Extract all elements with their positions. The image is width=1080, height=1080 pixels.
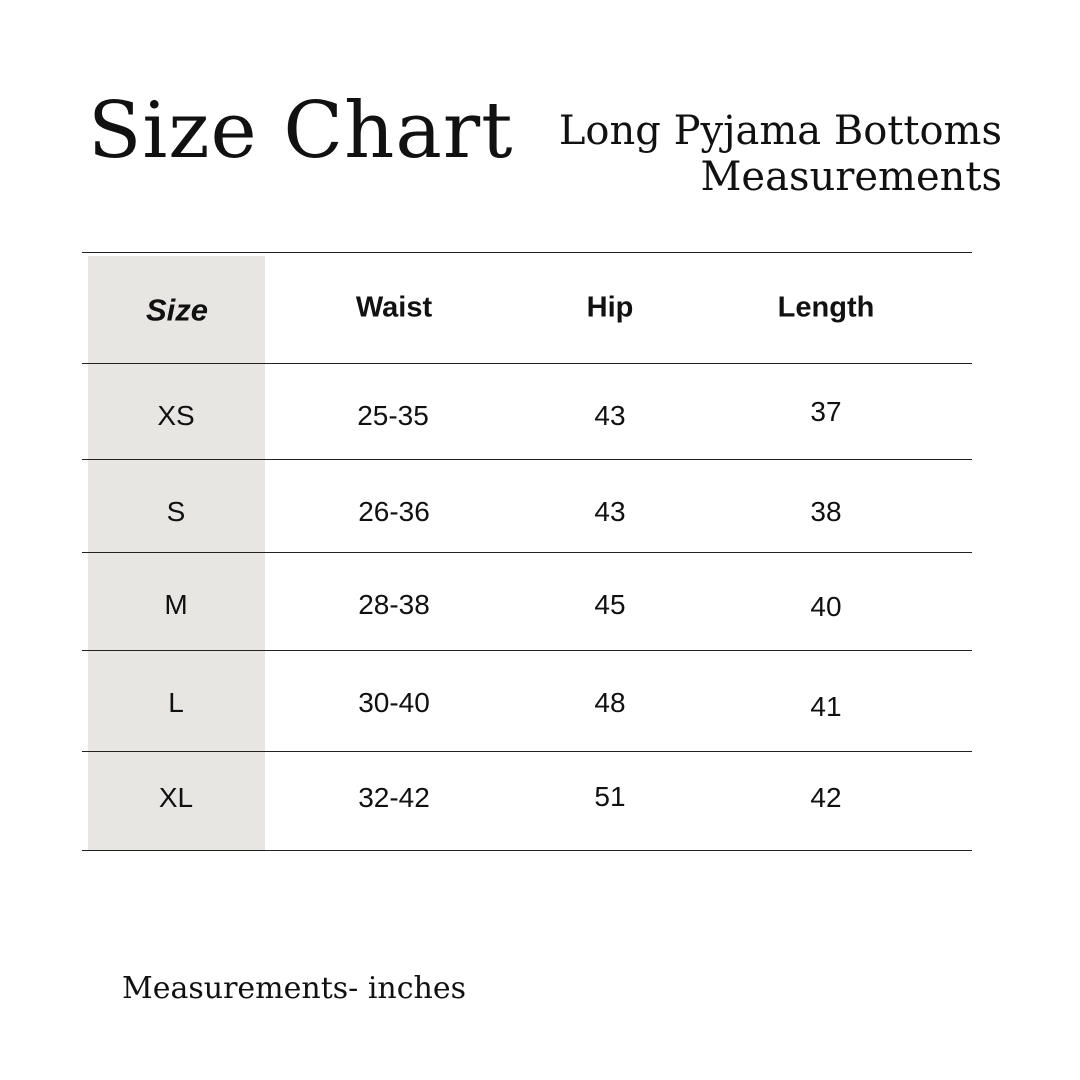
waist-cell: 28-38 (358, 589, 430, 620)
length-cell: 38 (810, 496, 842, 527)
hip-cell: 45 (594, 589, 626, 620)
page-title: Size Chart (88, 86, 514, 176)
header-bottom-rule (82, 363, 972, 364)
column-header-length: Length (777, 291, 875, 324)
chart-subtitle (559, 108, 1002, 200)
size-cell: L (168, 687, 184, 718)
length-cell: 41 (810, 691, 842, 722)
size-cell: S (166, 496, 186, 527)
measurement-unit-note: Measurements- inches (122, 971, 467, 1006)
length-cell: 40 (810, 591, 842, 622)
size-cell: M (164, 589, 188, 620)
size-table (82, 252, 972, 850)
subtitle-line-product: Long Pyjama Bottoms (558, 108, 1002, 154)
length-cell: 42 (810, 782, 842, 813)
waist-cell: 26-36 (358, 496, 430, 527)
waist-cell: 30-40 (358, 687, 430, 718)
waist-cell: 32-42 (358, 782, 430, 813)
hip-cell: 43 (594, 400, 626, 431)
row-divider (82, 459, 972, 460)
column-header-waist: Waist (355, 291, 433, 324)
table-bottom-rule (82, 850, 972, 851)
column-header-hip: Hip (586, 291, 634, 324)
hip-cell: 48 (594, 687, 626, 718)
subtitle-line-measurements: Measurements (700, 154, 1002, 200)
hip-cell: 43 (594, 496, 626, 527)
size-column-shading (88, 256, 265, 850)
size-cell: XS (157, 400, 195, 431)
column-header-size: Size (145, 292, 209, 328)
table-top-rule (82, 252, 972, 253)
hip-cell: 51 (594, 781, 626, 812)
row-divider (82, 751, 972, 752)
size-cell: XL (158, 782, 194, 813)
row-divider (82, 552, 972, 553)
waist-cell: 25-35 (357, 400, 429, 431)
row-divider (82, 650, 972, 651)
length-cell: 37 (810, 396, 842, 427)
